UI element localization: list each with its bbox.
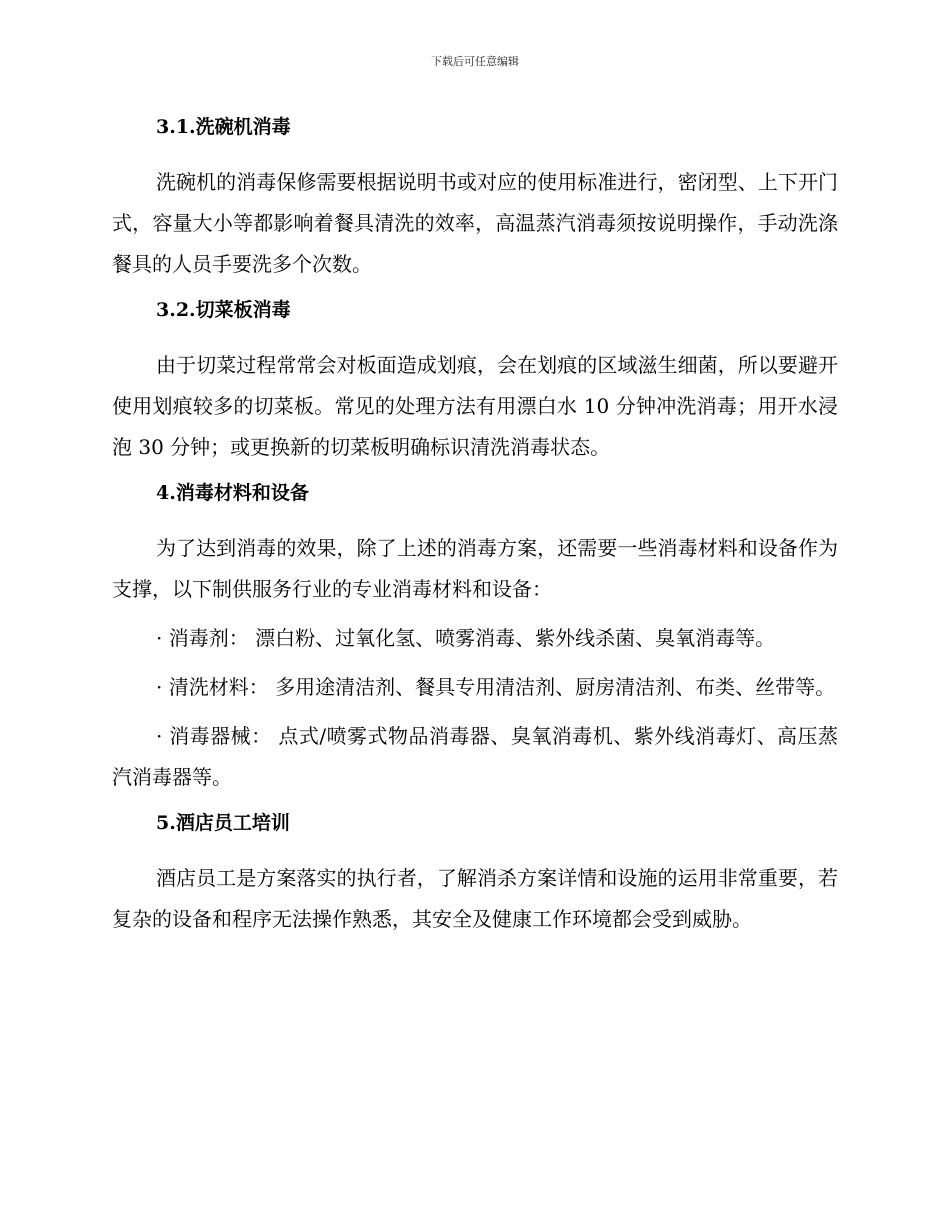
section-heading: 3.1.洗碗机消毒 [156, 116, 291, 138]
section-heading: 4.消毒材料和设备 [156, 482, 309, 504]
bullet-item: · 清洗材料： 多用途清洁剂、餐具专用清洁剂、厨房清洁剂、布类、丝带等。 [156, 675, 836, 699]
section-heading: 5.酒店员工培训 [156, 812, 290, 834]
section-heading: 3.2.切菜板消毒 [156, 299, 291, 321]
body-paragraph: 酒店员工是方案落实的执行者，了解消杀方案详情和设施的运用非常重要，若复杂的设备和程序无法操作熟悉，其安全及健康工作环境都会受到威胁。 [112, 866, 838, 931]
document-body [112, 112, 838, 940]
header-note: 下载后可任意编辑 [431, 55, 519, 68]
bullet-item: · 消毒器械： 点式/喷雾式物品消毒器、臭氧消毒机、紫外线消毒灯、高压蒸汽消毒器等。 [112, 724, 838, 789]
body-paragraph: 洗碗机的消毒保修需要根据说明书或对应的使用标准进行，密闭型、上下开门式，容量大小等都影响着餐具清洗的效率，高温蒸汽消毒须按说明操作，手动洗涤餐具的人员手要洗多个次数。 [112, 170, 838, 276]
body-paragraph: 由于切菜过程常常会对板面造成划痕，会在划痕的区域滋生细菌，所以要避开使用划痕较多的切菜板。常见的处理方法有用漂白水 10 分钟冲洗消毒；用开水浸泡 30 分钟；或更换新的切菜板明确标识清洗消毒状态。 [112, 353, 838, 459]
bullet-item: · 消毒剂： 漂白粉、过氧化氢、喷雾消毒、紫外线杀菌、臭氧消毒等。 [156, 626, 776, 650]
body-paragraph: 为了达到消毒的效果，除了上述的消毒方案，还需要一些消毒材料和设备作为支撑，以下制供服务行业的专业消毒材料和设备： [112, 536, 838, 601]
